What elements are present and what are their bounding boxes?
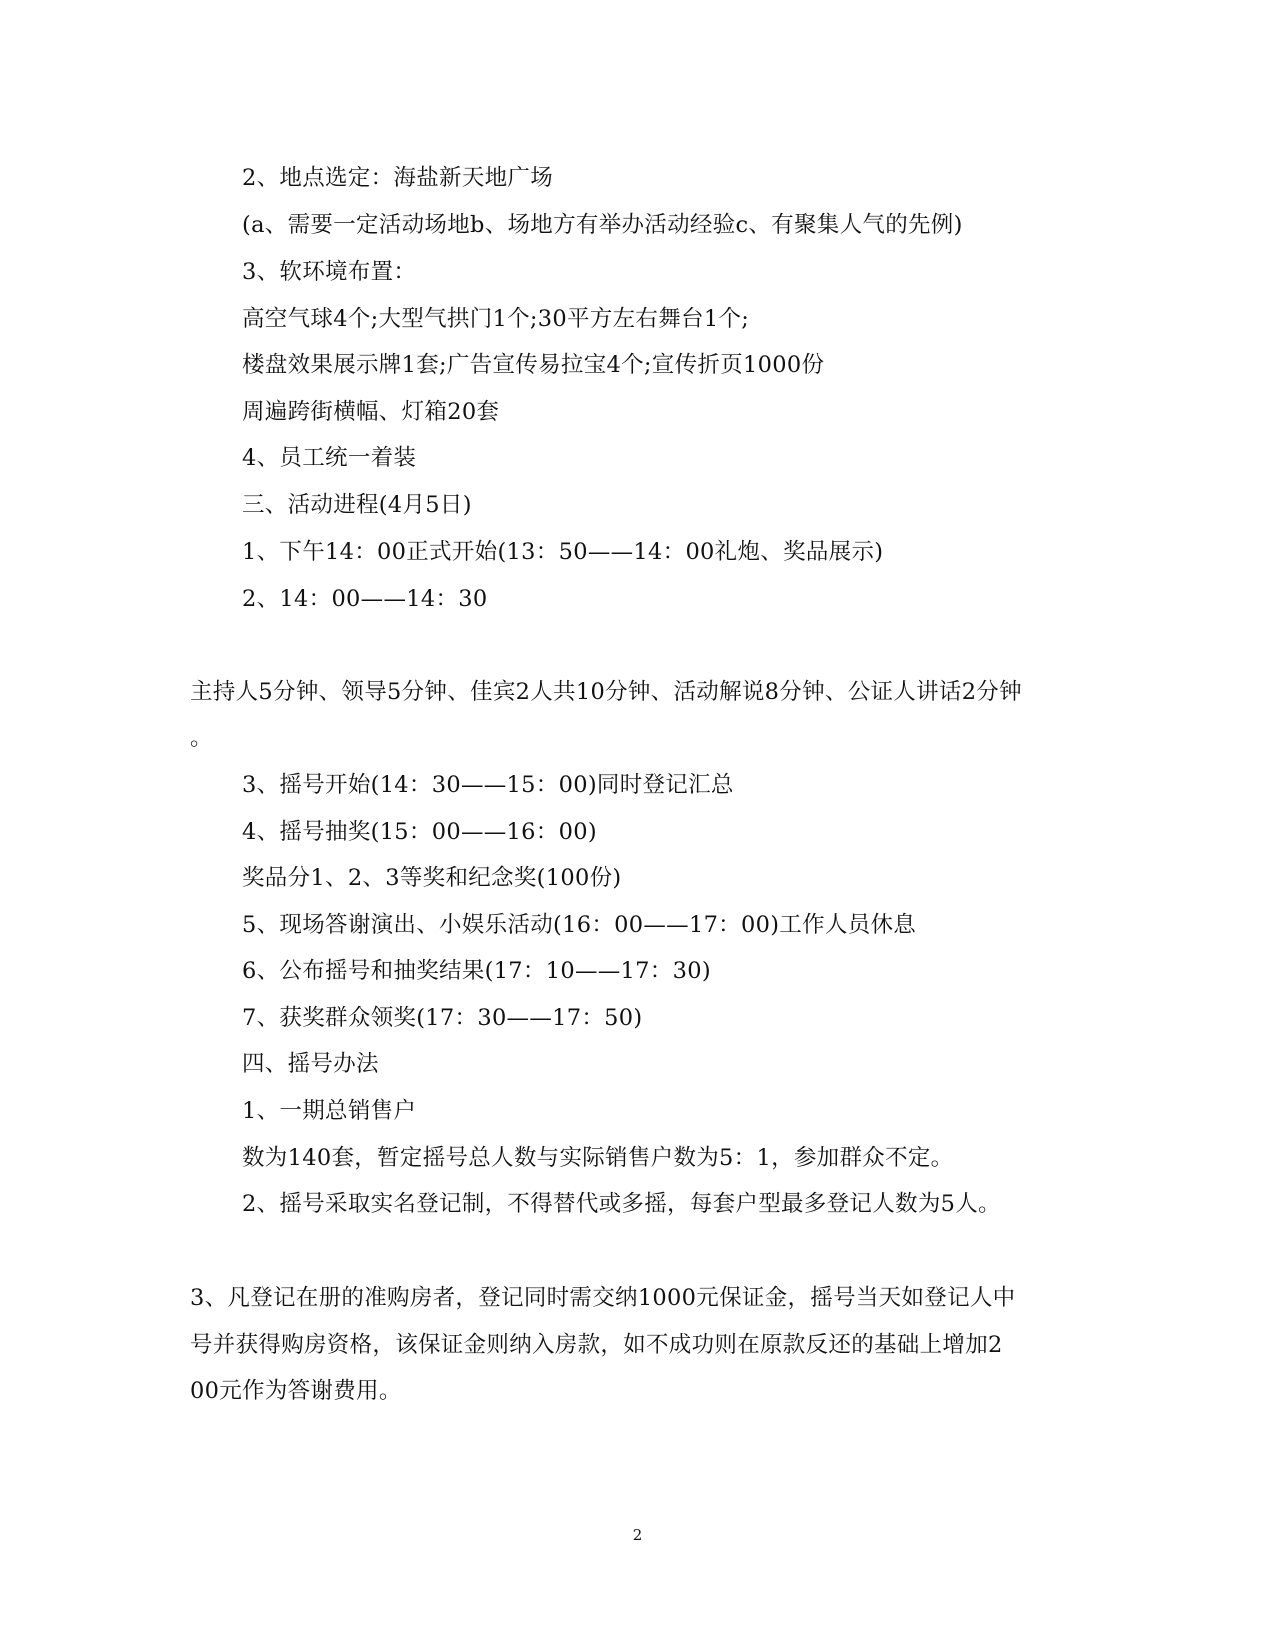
text-line-speakers: 主持人5分钟、领导5分钟、佳宾2人共10分钟、活动解说8分钟、公证人讲话2分钟 <box>190 679 1022 705</box>
text-line-performance: 5、现场答谢演出、小娱乐活动(16：00——17：00)工作人员休息 <box>242 912 917 938</box>
text-line-soft-environment: 3、软环境布置： <box>242 259 417 285</box>
text-line-ratio: 数为140套，暂定摇号总人数与实际销售户数为5：1，参加群众不定。 <box>242 1145 954 1171</box>
text-line-prizes: 奖品分1、2、3等奖和纪念奖(100份) <box>242 865 622 891</box>
text-line-deposit-1: 3、凡登记在册的准购房者，登记同时需交纳1000元保证金，摇号当天如登记人中 <box>190 1285 1016 1311</box>
section-heading-schedule: 三、活动进程(4月5日) <box>242 492 472 518</box>
section-heading-lottery-method: 四、摇号办法 <box>242 1051 379 1077</box>
text-line-uniform: 4、员工统一着装 <box>242 445 417 471</box>
text-line-start-time: 1、下午14：00正式开始(13：50——14：00礼炮、奖品展示) <box>242 539 884 565</box>
text-line-balloons: 高空气球4个;大型气拱门1个;30平方左右舞台1个; <box>242 306 750 332</box>
text-line-deposit-3: 00元作为答谢费用。 <box>190 1378 402 1404</box>
text-line-venue: 2、地点选定：海盐新天地广场 <box>242 165 554 191</box>
text-line-results: 6、公布摇号和抽奖结果(17：10——17：30) <box>242 958 711 984</box>
text-line-display-boards: 楼盘效果展示牌1套;广告宣传易拉宝4个;宣传折页1000份 <box>242 352 825 378</box>
text-line-banners: 周遍跨街横幅、灯箱20套 <box>242 399 500 425</box>
text-line-prize-claim: 7、获奖群众领奖(17：30——17：50) <box>242 1005 643 1031</box>
text-line-lottery-start: 3、摇号开始(14：30——15：00)同时登记汇总 <box>242 772 734 798</box>
text-line-deposit-2: 号并获得购房资格，该保证金则纳入房款，如不成功则在原款反还的基础上增加2 <box>190 1332 1003 1358</box>
text-line-total-units: 1、一期总销售户 <box>242 1098 417 1124</box>
text-line-venue-reasons: (a、需要一定活动场地b、场地方有举办活动经验c、有聚集人气的先例) <box>242 212 963 238</box>
text-line-real-name: 2、摇号采取实名登记制，不得替代或多摇，每套户型最多登记人数为5人。 <box>242 1191 1001 1217</box>
page-number: 2 <box>632 1526 643 1544</box>
text-line-lottery-draw: 4、摇号抽奖(15：00——16：00) <box>242 819 597 845</box>
text-line-time-slot-1: 2、14：00——14：30 <box>242 586 488 612</box>
text-line-period: 。 <box>190 725 213 751</box>
